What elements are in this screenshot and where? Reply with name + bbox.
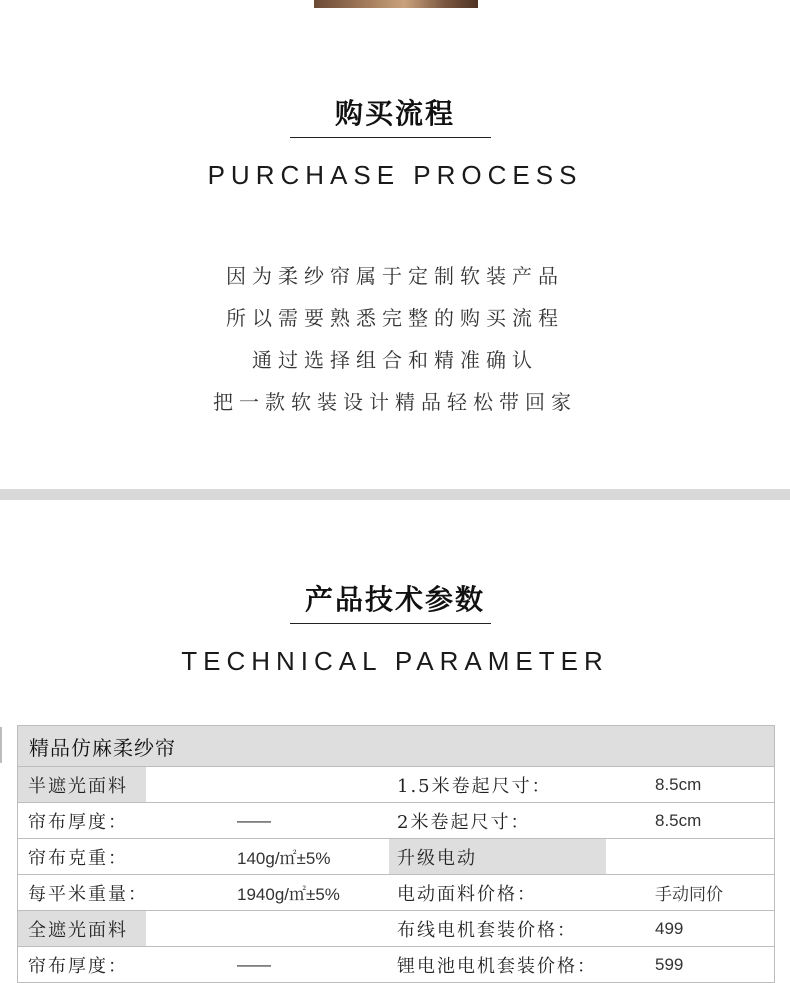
purchase-title: 购买流程: [334, 97, 455, 130]
row-label: 帘布厚度：: [28, 955, 128, 977]
table-row: [18, 803, 774, 839]
table-row: [18, 767, 774, 803]
table-row: [18, 875, 774, 911]
parameter-table: [17, 725, 775, 983]
row-label: 帘布厚度：: [28, 811, 128, 833]
table-row: [18, 947, 774, 983]
row-value-right: 499: [655, 918, 684, 938]
purchase-line-3: 通过选择组合和精准确认: [252, 348, 538, 372]
row-label-right: 锂电池电机套装价格：: [397, 955, 597, 977]
row-value-right: 8.5cm: [655, 810, 702, 830]
row-label: 每平米重量：: [28, 883, 148, 905]
row-value-right: 手动同价: [655, 885, 723, 904]
table-row: [18, 911, 774, 947]
row-label: 半遮光面料: [18, 767, 146, 802]
row-label: 全遮光面料: [18, 911, 146, 946]
row-value: ——: [237, 954, 271, 974]
purchase-line-4: 把一款软装设计精品轻松带回家: [213, 390, 577, 414]
section-divider: [0, 489, 790, 500]
product-photo-bottom-edge: [314, 0, 478, 8]
left-edge-marker: [0, 727, 2, 763]
row-value-right: 8.5cm: [655, 774, 702, 794]
row-label-right: 升级电动: [389, 839, 606, 874]
row-value-right: 599: [655, 954, 684, 974]
purchase-line-2: 所以需要熟悉完整的购买流程: [226, 306, 564, 330]
table-header: 精品仿麻柔纱帘: [18, 726, 774, 767]
purchase-subtitle: PURCHASE PROCESS: [207, 160, 583, 190]
table-row: [18, 839, 774, 875]
row-value: 1940g/㎡±5%: [237, 885, 340, 904]
row-value: ——: [237, 810, 271, 830]
technical-subtitle: TECHNICAL PARAMETER: [181, 646, 609, 676]
purchase-line-1: 因为柔纱帘属于定制软装产品: [226, 264, 564, 288]
technical-title: 产品技术参数: [304, 583, 485, 616]
row-label-right: 2米卷起尺寸：: [397, 811, 531, 833]
technical-title-underline: [290, 623, 491, 624]
row-value: 140g/㎡±5%: [237, 849, 331, 868]
row-label-right: 1.5米卷起尺寸：: [397, 775, 552, 797]
row-label: 帘布克重：: [28, 847, 128, 869]
purchase-title-underline: [290, 137, 491, 138]
row-label-right: 电动面料价格：: [397, 883, 537, 905]
row-label-right: 布线电机套装价格：: [397, 919, 577, 941]
